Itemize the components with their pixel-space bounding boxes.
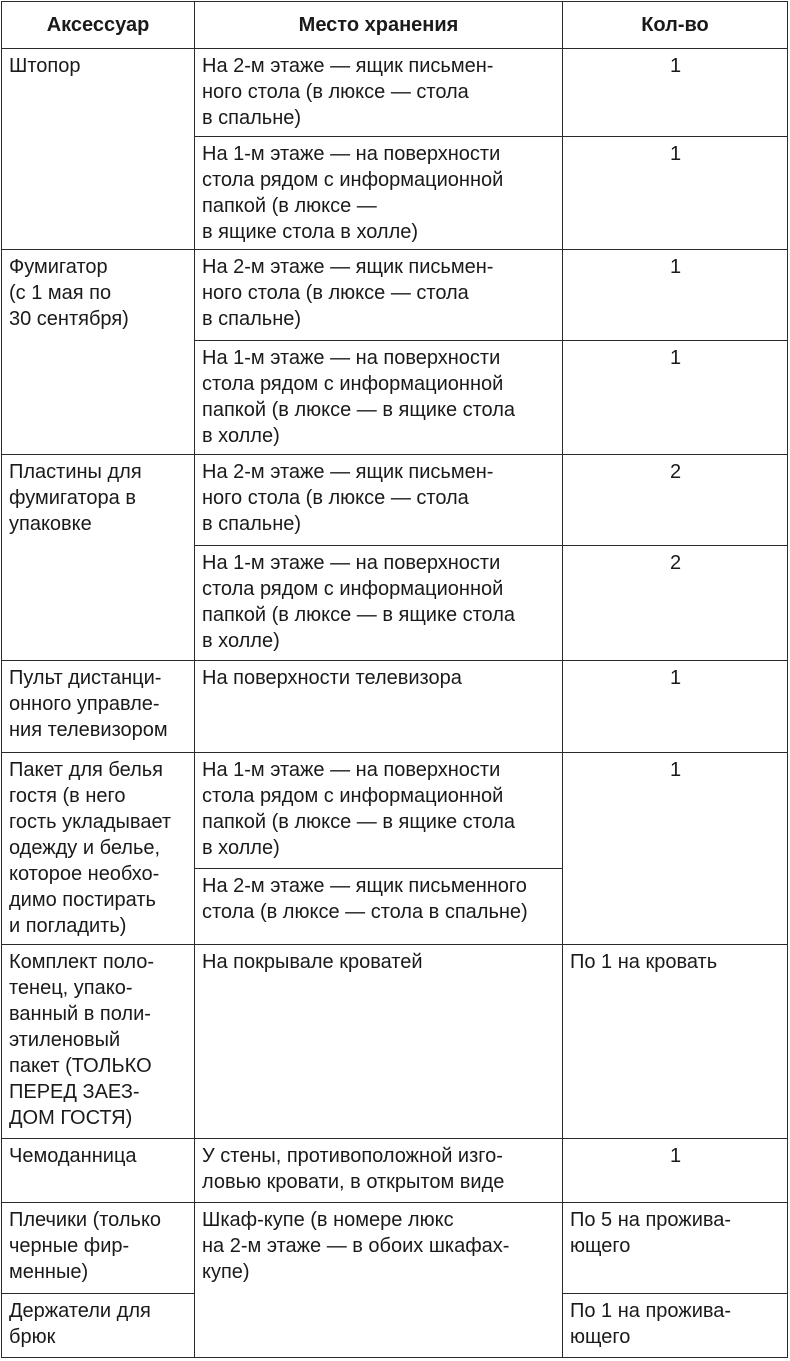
table-row: [2, 1138, 788, 1202]
accessory-cell: Фумигатор (с 1 мая по 30 сентября): [2, 250, 195, 455]
quantity-cell: По 1 на прожива- ющего: [563, 1293, 788, 1357]
location-cell: На 2-м этаже — ящик письмен- ного стола (в люксе — стола в спальне): [195, 49, 563, 137]
quantity-cell: По 5 на прожива- ющего: [563, 1202, 788, 1293]
location-cell: На 2-м этаже — ящик письменного стола (в люксе — стола в спальне): [195, 868, 563, 945]
quantity-cell: 1: [563, 250, 788, 341]
accessory-cell: Пульт дистанци- онного управле- ния телевизором: [2, 660, 195, 753]
table-row: [2, 753, 788, 868]
location-cell: На 2-м этаже — ящик письмен- ного стола (в люксе — стола в спальне): [195, 455, 563, 546]
accessory-cell: Пластины для фумигатора в упаковке: [2, 455, 195, 660]
quantity-cell: 2: [563, 455, 788, 546]
accessory-cell: Штопор: [2, 49, 195, 250]
header-row: [2, 2, 788, 49]
quantity-cell: 1: [563, 49, 788, 137]
header-location: Место хранения: [195, 2, 563, 49]
location-cell: На 1-м этаже — на поверхности стола рядом с информационной папкой (в люксе — в ящике стола в холле): [195, 546, 563, 661]
header-quantity: Кол-во: [563, 2, 788, 49]
location-cell: На поверхности телевизора: [195, 660, 563, 753]
location-cell: На покрывале кроватей: [195, 945, 563, 1138]
location-cell: Шкаф-купе (в номере люкс на 2-м этаже — в обоих шкафах- купе): [195, 1202, 563, 1357]
location-cell: На 1-м этаже — на поверхности стола рядом с информационной папкой (в люксе — в ящике стола в холле): [195, 136, 563, 250]
table-row: [2, 49, 788, 137]
location-cell: На 1-м этаже — на поверхности стола рядом с информационной папкой (в люксе — в ящике стола в холле): [195, 753, 563, 868]
accessory-cell: Плечики (только черные фир- менные): [2, 1202, 195, 1293]
table-row: [2, 250, 788, 341]
table-row: [2, 1202, 788, 1293]
quantity-cell: 2: [563, 546, 788, 661]
accessory-cell: Комплект поло- тенец, упако- ванный в поли- этиленовый пакет (ТОЛЬКО ПЕРЕД ЗАЕЗ- ДОМ ГОСТЯ): [2, 945, 195, 1138]
quantity-cell: 1: [563, 1138, 788, 1202]
table-row: [2, 945, 788, 1138]
quantity-cell: 1: [563, 136, 788, 250]
location-cell: На 2-м этаже — ящик письмен- ного стола (в люксе — стола в спальне): [195, 250, 563, 341]
header-accessory: Аксессуар: [2, 2, 195, 49]
table-row: [2, 660, 788, 753]
quantity-cell: По 1 на кровать: [563, 945, 788, 1138]
accessory-cell: Пакет для белья гостя (в него гость укладывает одежду и белье, которое необхо- димо постирать и погладить): [2, 753, 195, 945]
location-cell: У стены, противоположной изго- ловью кровати, в открытом виде: [195, 1138, 563, 1202]
accessory-cell: Держатели для брюк: [2, 1293, 195, 1357]
quantity-cell: 1: [563, 753, 788, 945]
quantity-cell: 1: [563, 340, 788, 455]
accessory-cell: Чемоданница: [2, 1138, 195, 1202]
accessories-table: [1, 1, 788, 1358]
location-cell: На 1-м этаже — на поверхности стола рядом с информационной папкой (в люксе — в ящике стола в холле): [195, 340, 563, 455]
quantity-cell: 1: [563, 660, 788, 753]
table-row: [2, 455, 788, 546]
